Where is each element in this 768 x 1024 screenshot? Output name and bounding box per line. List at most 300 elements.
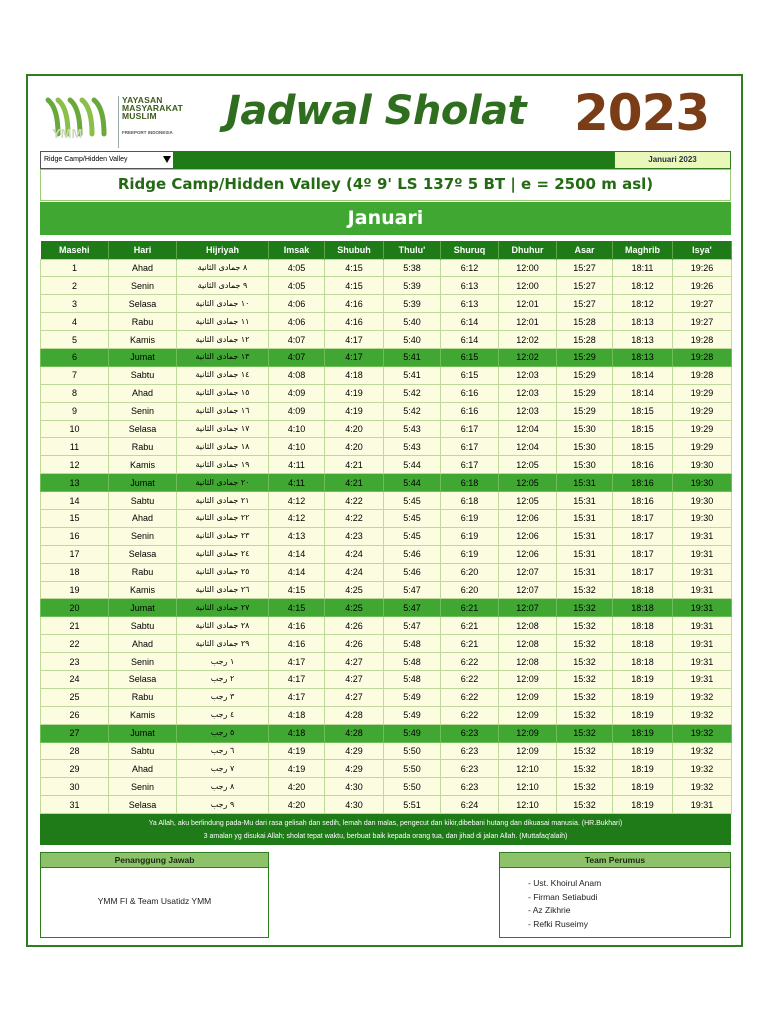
team-member: - Refki Ruseimy — [528, 918, 588, 929]
cell-maghrib: 18:19 — [613, 724, 673, 742]
table-row — [41, 331, 732, 349]
cell-imsak: 4:12 — [269, 509, 325, 527]
table-row — [41, 384, 732, 402]
cell-shubuh: 4:26 — [325, 617, 384, 635]
column-header-dhuhur: Dhuhur — [499, 241, 557, 259]
cell-hari: Kamis — [109, 331, 177, 349]
cell-shubuh: 4:30 — [325, 796, 384, 814]
cell-dhuhur: 12:07 — [499, 599, 557, 617]
column-header-shuruq: Shuruq — [441, 241, 499, 259]
table-row — [41, 670, 732, 688]
cell-shubuh: 4:20 — [325, 420, 384, 438]
cell-isya: 19:28 — [673, 331, 732, 349]
cell-isya: 19:27 — [673, 295, 732, 313]
cell-hari: Jumat — [109, 599, 177, 617]
table-row — [41, 653, 732, 671]
cell-shuruq: 6:22 — [441, 688, 499, 706]
cell-shuruq: 6:16 — [441, 402, 499, 420]
column-header-isya: Isya' — [673, 241, 732, 259]
table-row — [41, 420, 732, 438]
cell-hijriyah: ١٧ جمادى الثانية — [177, 420, 269, 438]
cell-hari: Kamis — [109, 456, 177, 474]
cell-imsak: 4:20 — [269, 778, 325, 796]
cell-maghrib: 18:16 — [613, 492, 673, 510]
cell-thulu: 5:45 — [384, 527, 441, 545]
cell-hijriyah: ١٠ جمادى الثانية — [177, 295, 269, 313]
table-row — [41, 277, 732, 295]
cell-isya: 19:31 — [673, 617, 732, 635]
table-body — [41, 259, 732, 814]
cell-imsak: 4:08 — [269, 366, 325, 384]
cell-masehi: 30 — [41, 778, 109, 796]
cell-maghrib: 18:17 — [613, 509, 673, 527]
cell-asar: 15:29 — [557, 366, 613, 384]
cell-dhuhur: 12:08 — [499, 635, 557, 653]
cell-masehi: 15 — [41, 509, 109, 527]
logo-subtext: FREEPORT INDONESIA — [122, 130, 173, 135]
cell-isya: 19:31 — [673, 563, 732, 581]
cell-masehi: 10 — [41, 420, 109, 438]
cell-masehi: 1 — [41, 259, 109, 277]
table-row — [41, 635, 732, 653]
logo-mark-text: YMM — [52, 126, 83, 140]
cell-masehi: 29 — [41, 760, 109, 778]
cell-hari: Sabtu — [109, 366, 177, 384]
cell-thulu: 5:49 — [384, 724, 441, 742]
team-member: - Ust. Khoirul Anam — [528, 878, 602, 888]
cell-hari: Sabtu — [109, 492, 177, 510]
cell-dhuhur: 12:02 — [499, 348, 557, 366]
cell-asar: 15:29 — [557, 348, 613, 366]
cell-hijriyah: ١١ جمادى الثانية — [177, 313, 269, 331]
location-title: Ridge Camp/Hidden Valley (4º 9' LS 137º 5 BT | e = 2500 m asl) — [40, 169, 731, 201]
cell-shubuh: 4:27 — [325, 670, 384, 688]
cell-isya: 19:28 — [673, 366, 732, 384]
cell-hijriyah: ٩ جمادى الثانية — [177, 277, 269, 295]
table-row — [41, 706, 732, 724]
cell-asar: 15:32 — [557, 760, 613, 778]
cell-imsak: 4:18 — [269, 706, 325, 724]
cell-dhuhur: 12:04 — [499, 438, 557, 456]
column-header-hari: Hari — [109, 241, 177, 259]
team-member: - Az Zikhrie — [528, 905, 571, 915]
cell-asar: 15:29 — [557, 384, 613, 402]
cell-thulu: 5:48 — [384, 670, 441, 688]
cell-maghrib: 18:17 — [613, 545, 673, 563]
cell-hijriyah: ١٥ جمادى الثانية — [177, 384, 269, 402]
cell-isya: 19:31 — [673, 670, 732, 688]
table-row — [41, 366, 732, 384]
logo-text-line-3: MUSLIM — [122, 111, 157, 121]
table-row — [41, 742, 732, 760]
cell-imsak: 4:09 — [269, 384, 325, 402]
cell-shuruq: 6:16 — [441, 384, 499, 402]
cell-isya: 19:27 — [673, 313, 732, 331]
cell-asar: 15:31 — [557, 563, 613, 581]
table-row — [41, 348, 732, 366]
cell-maghrib: 18:19 — [613, 760, 673, 778]
cell-hari: Selasa — [109, 796, 177, 814]
cell-hijriyah: ٢٨ جمادى الثانية — [177, 617, 269, 635]
cell-thulu: 5:39 — [384, 277, 441, 295]
table-row — [41, 492, 732, 510]
cell-imsak: 4:07 — [269, 348, 325, 366]
cell-asar: 15:32 — [557, 635, 613, 653]
cell-asar: 15:29 — [557, 402, 613, 420]
cell-maghrib: 18:19 — [613, 796, 673, 814]
cell-shubuh: 4:18 — [325, 366, 384, 384]
cell-thulu: 5:46 — [384, 563, 441, 581]
cell-maghrib: 18:14 — [613, 366, 673, 384]
cell-hijriyah: ٤ رجب — [177, 706, 269, 724]
cell-hijriyah: ٢١ جمادى الثانية — [177, 492, 269, 510]
table-row — [41, 474, 732, 492]
quote-banner — [40, 814, 731, 845]
cell-dhuhur: 12:09 — [499, 688, 557, 706]
cell-hari: Ahad — [109, 509, 177, 527]
cell-hijriyah: ١٦ جمادى الثانية — [177, 402, 269, 420]
cell-masehi: 21 — [41, 617, 109, 635]
cell-isya: 19:29 — [673, 438, 732, 456]
cell-masehi: 14 — [41, 492, 109, 510]
page-year: 2023 — [574, 84, 710, 142]
cell-hijriyah: ٦ رجب — [177, 742, 269, 760]
cell-hijriyah: ٢٠ جمادى الثانية — [177, 474, 269, 492]
cell-hijriyah: ٢٦ جمادى الثانية — [177, 581, 269, 599]
cell-shubuh: 4:17 — [325, 348, 384, 366]
cell-maghrib: 18:11 — [613, 259, 673, 277]
cell-shuruq: 6:14 — [441, 313, 499, 331]
cell-maghrib: 18:18 — [613, 653, 673, 671]
cell-shubuh: 4:19 — [325, 384, 384, 402]
cell-dhuhur: 12:02 — [499, 331, 557, 349]
cell-maghrib: 18:14 — [613, 384, 673, 402]
cell-thulu: 5:43 — [384, 420, 441, 438]
cell-maghrib: 18:15 — [613, 438, 673, 456]
cell-asar: 15:28 — [557, 331, 613, 349]
table-row — [41, 402, 732, 420]
cell-dhuhur: 12:10 — [499, 778, 557, 796]
cell-imsak: 4:11 — [269, 474, 325, 492]
cell-hari: Kamis — [109, 706, 177, 724]
cell-imsak: 4:16 — [269, 635, 325, 653]
cell-imsak: 4:05 — [269, 277, 325, 295]
cell-shubuh: 4:22 — [325, 509, 384, 527]
cell-imsak: 4:09 — [269, 402, 325, 420]
month-year-badge: Januari 2023 — [614, 151, 731, 169]
cell-shubuh: 4:17 — [325, 331, 384, 349]
cell-thulu: 5:50 — [384, 760, 441, 778]
cell-hijriyah: ٢٣ جمادى الثانية — [177, 527, 269, 545]
cell-masehi: 28 — [41, 742, 109, 760]
cell-masehi: 12 — [41, 456, 109, 474]
cell-hari: Selasa — [109, 420, 177, 438]
cell-shuruq: 6:19 — [441, 509, 499, 527]
cell-asar: 15:32 — [557, 581, 613, 599]
cell-shuruq: 6:15 — [441, 366, 499, 384]
cell-hari: Selasa — [109, 295, 177, 313]
cell-masehi: 26 — [41, 706, 109, 724]
table-row — [41, 295, 732, 313]
cell-imsak: 4:15 — [269, 599, 325, 617]
cell-hari: Jumat — [109, 474, 177, 492]
cell-asar: 15:32 — [557, 617, 613, 635]
cell-hijriyah: ٥ رجب — [177, 724, 269, 742]
cell-shuruq: 6:12 — [441, 259, 499, 277]
cell-shubuh: 4:21 — [325, 474, 384, 492]
cell-hari: Selasa — [109, 545, 177, 563]
cell-isya: 19:28 — [673, 348, 732, 366]
cell-maghrib: 18:19 — [613, 742, 673, 760]
cell-hijriyah: ٨ جمادى الثانية — [177, 259, 269, 277]
cell-masehi: 2 — [41, 277, 109, 295]
cell-hari: Rabu — [109, 563, 177, 581]
cell-hari: Ahad — [109, 384, 177, 402]
cell-dhuhur: 12:01 — [499, 295, 557, 313]
table-row — [41, 617, 732, 635]
cell-isya: 19:32 — [673, 688, 732, 706]
logo-name — [122, 96, 183, 120]
cell-shuruq: 6:23 — [441, 724, 499, 742]
table-row — [41, 796, 732, 814]
cell-shuruq: 6:23 — [441, 760, 499, 778]
cell-isya: 19:32 — [673, 724, 732, 742]
cell-dhuhur: 12:09 — [499, 706, 557, 724]
cell-hari: Rabu — [109, 688, 177, 706]
cell-masehi: 24 — [41, 670, 109, 688]
cell-shuruq: 6:13 — [441, 295, 499, 313]
cell-shubuh: 4:24 — [325, 545, 384, 563]
cell-hari: Ahad — [109, 635, 177, 653]
cell-dhuhur: 12:07 — [499, 563, 557, 581]
cell-thulu: 5:40 — [384, 313, 441, 331]
table-row — [41, 581, 732, 599]
cell-dhuhur: 12:06 — [499, 527, 557, 545]
cell-masehi: 11 — [41, 438, 109, 456]
cell-shubuh: 4:27 — [325, 688, 384, 706]
cell-shuruq: 6:18 — [441, 492, 499, 510]
cell-isya: 19:31 — [673, 581, 732, 599]
cell-hari: Senin — [109, 277, 177, 295]
column-header-shubuh: Shubuh — [325, 241, 384, 259]
cell-isya: 19:31 — [673, 599, 732, 617]
location-dropdown[interactable] — [40, 151, 174, 169]
cell-shubuh: 4:25 — [325, 599, 384, 617]
page-title: Jadwal Sholat — [226, 88, 527, 134]
cell-imsak: 4:15 — [269, 581, 325, 599]
cell-imsak: 4:10 — [269, 420, 325, 438]
cell-shuruq: 6:23 — [441, 778, 499, 796]
cell-maghrib: 18:13 — [613, 331, 673, 349]
cell-asar: 15:27 — [557, 277, 613, 295]
cell-asar: 15:30 — [557, 438, 613, 456]
cell-imsak: 4:06 — [269, 313, 325, 331]
cell-shuruq: 6:20 — [441, 563, 499, 581]
cell-shubuh: 4:16 — [325, 313, 384, 331]
table-row — [41, 778, 732, 796]
cell-maghrib: 18:16 — [613, 474, 673, 492]
cell-hari: Selasa — [109, 670, 177, 688]
cell-imsak: 4:17 — [269, 670, 325, 688]
cell-hari: Rabu — [109, 313, 177, 331]
cell-thulu: 5:40 — [384, 331, 441, 349]
cell-hijriyah: ٢٧ جمادى الثانية — [177, 599, 269, 617]
table-row — [41, 545, 732, 563]
cell-isya: 19:31 — [673, 527, 732, 545]
cell-thulu: 5:51 — [384, 796, 441, 814]
cell-isya: 19:30 — [673, 474, 732, 492]
cell-thulu: 5:47 — [384, 581, 441, 599]
cell-dhuhur: 12:08 — [499, 617, 557, 635]
cell-masehi: 25 — [41, 688, 109, 706]
cell-dhuhur: 12:01 — [499, 313, 557, 331]
cell-dhuhur: 12:03 — [499, 384, 557, 402]
chevron-down-icon[interactable] — [163, 156, 171, 163]
cell-masehi: 16 — [41, 527, 109, 545]
cell-shubuh: 4:19 — [325, 402, 384, 420]
table-row — [41, 599, 732, 617]
cell-shuruq: 6:22 — [441, 670, 499, 688]
cell-masehi: 22 — [41, 635, 109, 653]
cell-isya: 19:32 — [673, 706, 732, 724]
cell-hijriyah: ٢ رجب — [177, 670, 269, 688]
cell-isya: 19:31 — [673, 653, 732, 671]
cell-isya: 19:29 — [673, 384, 732, 402]
cell-asar: 15:28 — [557, 313, 613, 331]
cell-thulu: 5:41 — [384, 366, 441, 384]
cell-dhuhur: 12:00 — [499, 259, 557, 277]
cell-asar: 15:31 — [557, 527, 613, 545]
cell-maghrib: 18:12 — [613, 277, 673, 295]
cell-shuruq: 6:17 — [441, 420, 499, 438]
cell-dhuhur: 12:09 — [499, 724, 557, 742]
team-perumus-box — [499, 852, 731, 938]
cell-hari: Senin — [109, 778, 177, 796]
cell-thulu: 5:48 — [384, 635, 441, 653]
cell-asar: 15:32 — [557, 688, 613, 706]
cell-thulu: 5:49 — [384, 706, 441, 724]
cell-masehi: 3 — [41, 295, 109, 313]
cell-thulu: 5:48 — [384, 653, 441, 671]
cell-hari: Senin — [109, 527, 177, 545]
cell-imsak: 4:14 — [269, 545, 325, 563]
cell-shubuh: 4:16 — [325, 295, 384, 313]
cell-masehi: 20 — [41, 599, 109, 617]
cell-isya: 19:32 — [673, 778, 732, 796]
cell-maghrib: 18:19 — [613, 706, 673, 724]
column-header-maghrib: Maghrib — [613, 241, 673, 259]
cell-shuruq: 6:15 — [441, 348, 499, 366]
cell-maghrib: 18:13 — [613, 348, 673, 366]
cell-maghrib: 18:18 — [613, 617, 673, 635]
cell-dhuhur: 12:06 — [499, 545, 557, 563]
cell-shubuh: 4:22 — [325, 492, 384, 510]
cell-shuruq: 6:21 — [441, 617, 499, 635]
cell-shuruq: 6:22 — [441, 653, 499, 671]
cell-dhuhur: 12:10 — [499, 760, 557, 778]
cell-thulu: 5:41 — [384, 348, 441, 366]
cell-imsak: 4:13 — [269, 527, 325, 545]
penanggung-jawab-title: Penanggung Jawab — [41, 853, 268, 868]
cell-masehi: 5 — [41, 331, 109, 349]
cell-dhuhur: 12:03 — [499, 402, 557, 420]
team-perumus-title: Team Perumus — [500, 853, 730, 868]
cell-shuruq: 6:21 — [441, 635, 499, 653]
cell-hijriyah: ١٢ جمادى الثانية — [177, 331, 269, 349]
logo-text-line-2: MASYARAKAT — [122, 103, 184, 113]
cell-isya: 19:30 — [673, 509, 732, 527]
cell-hijriyah: ١٣ جمادى الثانية — [177, 348, 269, 366]
cell-asar: 15:32 — [557, 599, 613, 617]
cell-masehi: 18 — [41, 563, 109, 581]
cell-hijriyah: ٨ رجب — [177, 778, 269, 796]
cell-shubuh: 4:29 — [325, 742, 384, 760]
cell-shuruq: 6:21 — [441, 599, 499, 617]
cell-imsak: 4:20 — [269, 796, 325, 814]
cell-dhuhur: 12:05 — [499, 456, 557, 474]
cell-shuruq: 6:13 — [441, 277, 499, 295]
cell-thulu: 5:38 — [384, 259, 441, 277]
cell-isya: 19:30 — [673, 456, 732, 474]
cell-hijriyah: ٩ رجب — [177, 796, 269, 814]
cell-imsak: 4:16 — [269, 617, 325, 635]
column-header-asar: Asar — [557, 241, 613, 259]
cell-hari: Senin — [109, 653, 177, 671]
cell-shubuh: 4:26 — [325, 635, 384, 653]
cell-asar: 15:31 — [557, 509, 613, 527]
cell-dhuhur: 12:09 — [499, 742, 557, 760]
cell-dhuhur: 12:05 — [499, 492, 557, 510]
cell-isya: 19:32 — [673, 760, 732, 778]
cell-dhuhur: 12:00 — [499, 277, 557, 295]
cell-masehi: 6 — [41, 348, 109, 366]
cell-shuruq: 6:19 — [441, 545, 499, 563]
cell-shuruq: 6:17 — [441, 456, 499, 474]
column-header-hijriyah: Hijriyah — [177, 241, 269, 259]
month-header: Januari — [40, 201, 731, 235]
cell-masehi: 13 — [41, 474, 109, 492]
cell-asar: 15:31 — [557, 474, 613, 492]
cell-asar: 15:31 — [557, 492, 613, 510]
cell-asar: 15:32 — [557, 670, 613, 688]
cell-shuruq: 6:18 — [441, 474, 499, 492]
cell-hijriyah: ٢٥ جمادى الثانية — [177, 563, 269, 581]
cell-hari: Jumat — [109, 348, 177, 366]
cell-thulu: 5:43 — [384, 438, 441, 456]
cell-dhuhur: 12:03 — [499, 366, 557, 384]
cell-dhuhur: 12:05 — [499, 474, 557, 492]
table-row — [41, 259, 732, 277]
cell-thulu: 5:39 — [384, 295, 441, 313]
cell-shubuh: 4:15 — [325, 277, 384, 295]
cell-asar: 15:32 — [557, 778, 613, 796]
table-row — [41, 438, 732, 456]
table-header-row — [41, 241, 732, 259]
cell-imsak: 4:17 — [269, 653, 325, 671]
cell-asar: 15:32 — [557, 724, 613, 742]
cell-shubuh: 4:28 — [325, 724, 384, 742]
cell-hijriyah: ١٤ جمادى الثانية — [177, 366, 269, 384]
cell-maghrib: 18:16 — [613, 456, 673, 474]
cell-hijriyah: ٢٩ جمادى الثانية — [177, 635, 269, 653]
table-row — [41, 527, 732, 545]
cell-hijriyah: ٣ رجب — [177, 688, 269, 706]
cell-isya: 19:26 — [673, 277, 732, 295]
cell-asar: 15:32 — [557, 742, 613, 760]
cell-maghrib: 18:18 — [613, 635, 673, 653]
cell-maghrib: 18:12 — [613, 295, 673, 313]
cell-isya: 19:31 — [673, 796, 732, 814]
